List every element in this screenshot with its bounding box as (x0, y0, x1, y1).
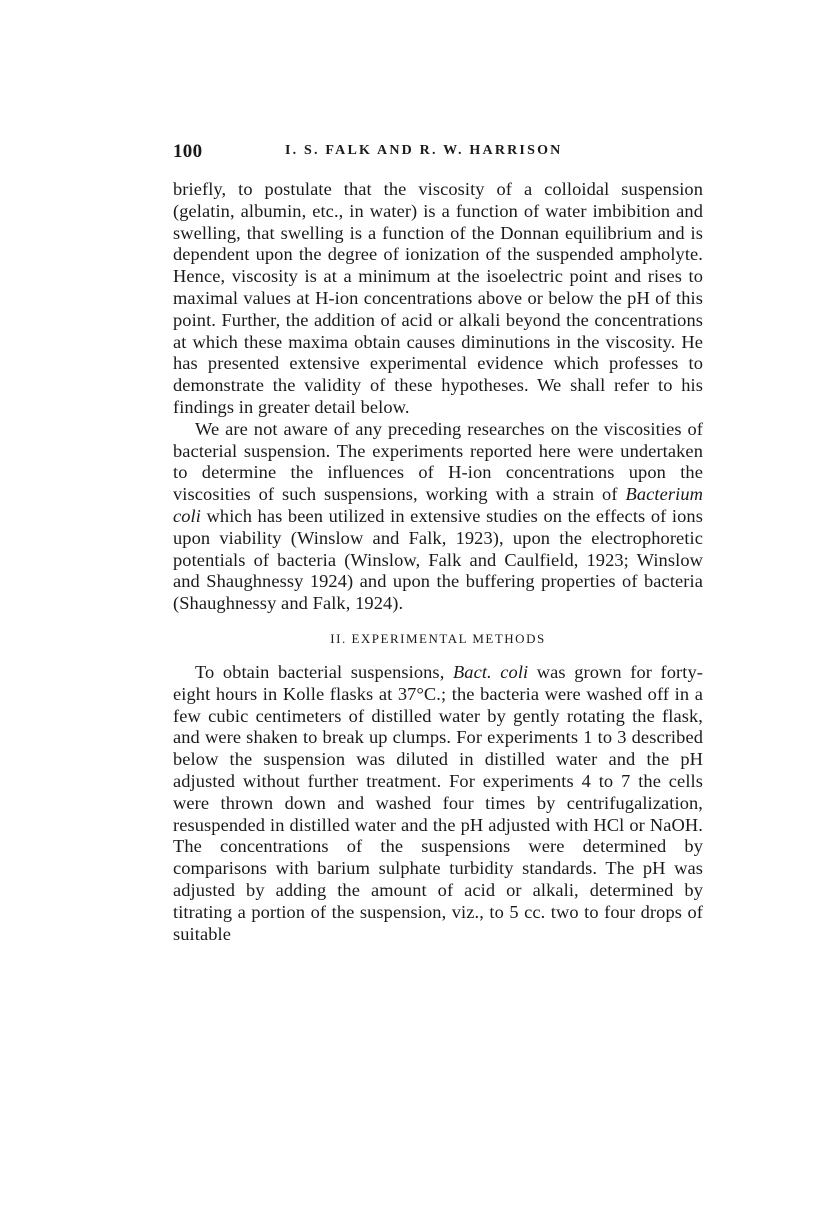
paragraph-text: which has been utilized in extensive studies on the effects of ions upon viability (Winslow and Falk, 1923), upon the electrophoretic potentials of bacteria (Winslow, Falk and Caulfield, 1923; Winslow and Shaughnessy 1924) and upon the buffering properties of bacteria (Shaughnessy and Falk, 1924). (173, 505, 703, 614)
paragraph-text: was grown for forty-eight hours in Kolle flasks at 37°C.; the bacteria were washed off in a few cubic centimeters of distilled water by gently rotating the flask, and were shaken to break up clumps. For experiments 1 to 3 described below the suspension was diluted in distilled water and the pH adjusted without further treatment. For experiments 4 to 7 the cells were thrown down and washed four times by centrifugalization, resuspended in distilled water and the pH adjusted with HCl or NaOH. The concentrations of the suspensions were determined by comparisons with barium sulphate turbidity standards. The pH was adjusted by adding the amount of acid or alkali, determined by titrating a portion of the suspension, viz., to 5 cc. two to four drops of suitable (173, 661, 703, 944)
paragraph-text: We are not aware of any preceding researches on the viscosities of bacterial suspension. The experiments reported here were undertaken to determine the influences of H-ion concentrations upon the viscosities of such suspensions, working with a strain of (173, 418, 703, 505)
paragraph-text: To obtain bacterial suspensions, (195, 661, 453, 682)
body-text (173, 179, 703, 945)
page-header (173, 141, 703, 163)
paragraph-methods (173, 662, 703, 945)
section-heading (173, 631, 703, 647)
running-head: I. S. FALK AND R. W. HARRISON (285, 143, 563, 158)
page-number: 100 (173, 141, 203, 162)
section-title: EXPERIMENTAL METHODS (351, 630, 546, 646)
organism-name: Bacterium coli (173, 484, 703, 526)
paragraph-prior-research (173, 419, 703, 615)
section-numeral: II. (330, 630, 347, 646)
organism-name: Bact. coli (452, 661, 529, 682)
paragraph-continuation: briefly, to postulate that the viscosity of a colloidal suspension (gelatin, albumin, etc., in water) is a function of water imbibition and swelling, that swelling is a function of the Donnan equilibrium and is dependent upon the degree of ionization of the suspended ampholyte. Hence, viscosity is at a minimum at the isoelectric point and rises to maximal values at H-ion concentrations above or below the pH of this point. Further, the addition of acid or alkali beyond the concentrations at which these maxima obtain causes diminutions in the viscosity. He has presented extensive experimental evidence which professes to demonstrate the validity of these hypotheses. We shall refer to his findings in greater detail below. (173, 179, 703, 417)
